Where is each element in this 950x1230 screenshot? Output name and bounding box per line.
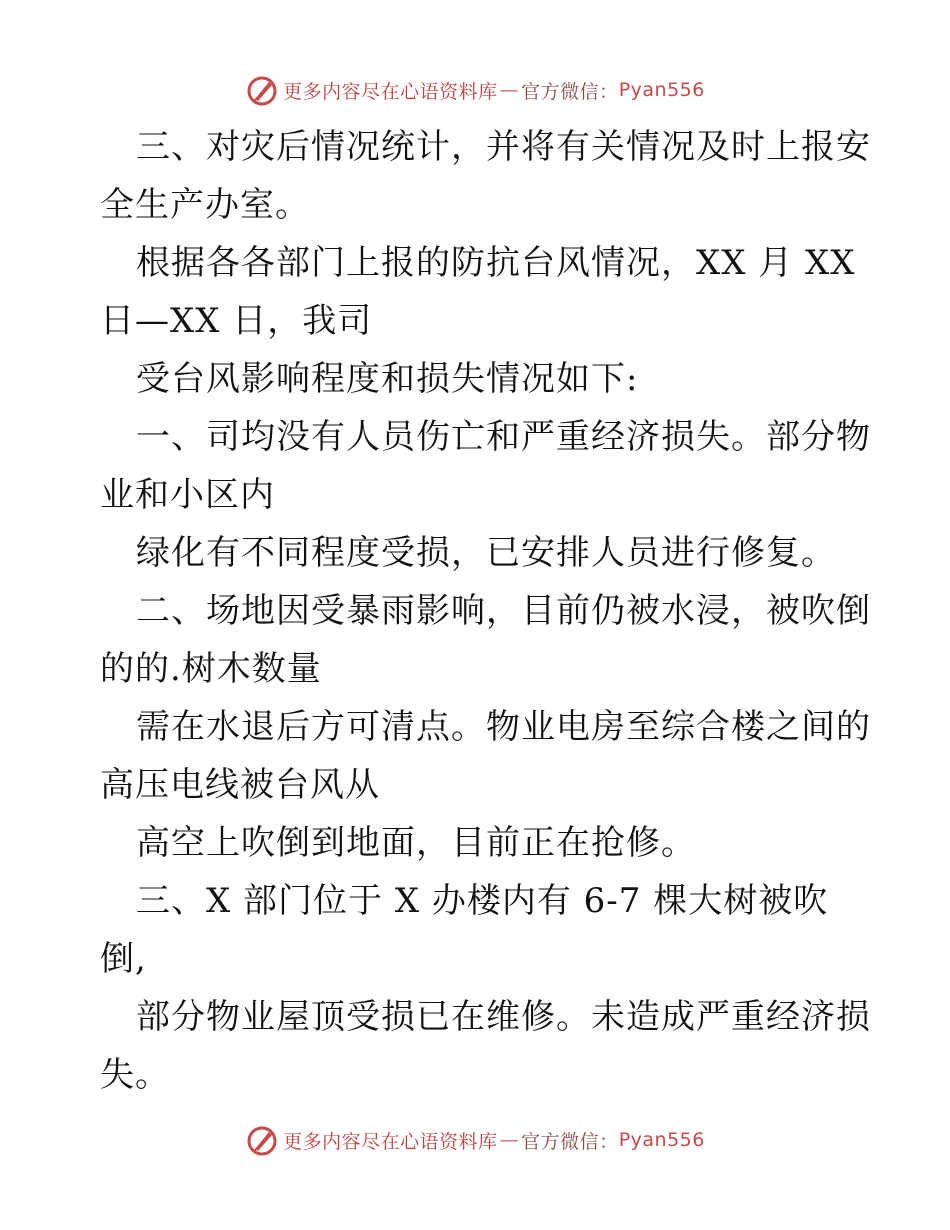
- text-line: 日—XX 日，我司: [100, 301, 373, 341]
- watermark-wechat-id: Pyan556: [618, 79, 705, 101]
- watermark-dash: —: [499, 1129, 520, 1151]
- watermark-dash: —: [499, 79, 520, 101]
- text-line: 的的.树木数量: [100, 649, 322, 689]
- text-line: 根据各各部门上报的防抗台风情况，XX 月 XX: [136, 243, 856, 283]
- text-line: 全生产办室。: [100, 185, 310, 225]
- text-line: 三、X 部门位于 X 办楼内有 6-7 棵大树被吹: [136, 881, 829, 921]
- text-line: 二、场地因受暴雨影响，目前仍被水浸，被吹倒: [136, 591, 871, 631]
- text-line: 部分物业屋顶受损已在维修。未造成严重经济损: [136, 997, 871, 1037]
- text-line: 倒,: [100, 939, 147, 979]
- text-line: 失。: [100, 1055, 170, 1095]
- text-line: 三、对灾后情况统计，并将有关情况及时上报安: [136, 127, 871, 167]
- watermark-main: 更多内容尽在心语资料库: [283, 80, 498, 103]
- footer-watermark: [0, 1120, 950, 1160]
- text-line: 需在水退后方可清点。物业电房至综合楼之间的: [136, 707, 871, 747]
- text-line: 业和小区内: [100, 475, 275, 515]
- watermark-wechat-label: 官方微信：: [521, 1130, 619, 1153]
- watermark-wechat-id: Pyan556: [618, 1129, 705, 1151]
- watermark-wechat-label: 官方微信：: [521, 80, 619, 103]
- watermark-main: 更多内容尽在心语资料库: [283, 1130, 498, 1153]
- quill-logo-icon: [245, 73, 279, 107]
- quill-logo-icon: [245, 1123, 279, 1157]
- text-line: 高压电线被台风从: [100, 765, 380, 805]
- text-line: 受台风影响程度和损失情况如下:: [136, 359, 639, 399]
- watermark-text: [283, 1127, 705, 1154]
- document-body: [100, 118, 871, 1104]
- text-line: 一、司均没有人员伤亡和严重经济损失。部分物: [136, 417, 871, 457]
- text-line: 绿化有不同程度受损，已安排人员进行修复。: [136, 533, 836, 573]
- watermark-text: [283, 77, 705, 104]
- text-line: 高空上吹倒到地面，目前正在抢修。: [136, 823, 696, 863]
- header-watermark: [0, 70, 950, 110]
